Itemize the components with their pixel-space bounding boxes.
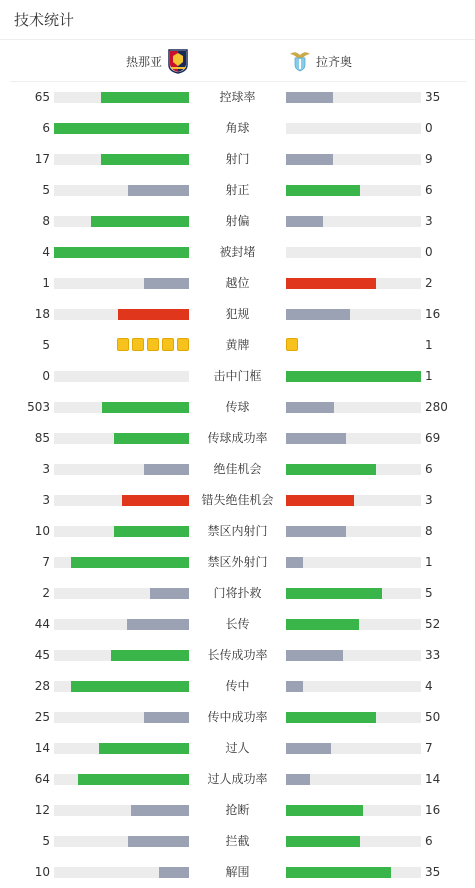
stat-label: 长传成功率 (207, 648, 268, 662)
away-stat-value: 9 (425, 152, 433, 166)
away-stat-bar (286, 92, 421, 103)
stat-label: 传球 (225, 400, 250, 414)
lazio-eagle-icon (290, 48, 310, 74)
home-stat-value: 3 (42, 493, 50, 507)
stat-row (0, 206, 475, 237)
home-stat-bar-fill (71, 681, 189, 692)
away-stat-bar-fill (286, 402, 334, 413)
home-stat-bar-fill (144, 712, 189, 723)
away-stat-value: 35 (425, 90, 441, 104)
home-stat-bar (54, 650, 189, 661)
home-stat-bar-fill (101, 154, 189, 165)
home-stat-value: 10 (34, 524, 50, 538)
home-stat-bar (54, 681, 189, 692)
home-stat-bar (54, 464, 189, 475)
away-stat-value: 52 (425, 617, 441, 631)
stat-row (0, 640, 475, 671)
stat-row (0, 485, 475, 516)
stat-label: 射偏 (225, 214, 250, 228)
home-stat-value: 28 (34, 679, 50, 693)
yellow-card-icon (162, 338, 174, 351)
stat-row (0, 392, 475, 423)
away-stat-bar-fill (286, 650, 343, 661)
home-stat-value: 14 (34, 741, 50, 755)
home-stat-bar (54, 495, 189, 506)
home-team[interactable] (126, 41, 188, 81)
stat-label: 禁区内射门 (207, 524, 268, 538)
home-stat-bar (54, 743, 189, 754)
away-stat-bar-fill (286, 836, 360, 847)
home-stat-value: 45 (34, 648, 50, 662)
yellow-card-icon (132, 338, 144, 351)
away-stat-bar-fill (286, 495, 354, 506)
away-stat-bar-fill (286, 774, 310, 785)
home-stat-value: 25 (34, 710, 50, 724)
home-stat-bar-fill (114, 526, 189, 537)
home-stat-value: 12 (34, 803, 50, 817)
away-team[interactable] (290, 41, 352, 81)
away-stat-bar-fill (286, 619, 359, 630)
away-stat-bar-fill (286, 805, 363, 816)
away-stat-bar-fill (286, 92, 333, 103)
away-stat-bar (286, 371, 421, 382)
home-stat-bar-fill (159, 867, 189, 878)
away-stat-value: 7 (425, 741, 433, 755)
home-stat-bar (54, 774, 189, 785)
away-stat-bar (286, 650, 421, 661)
stat-label: 角球 (225, 121, 250, 135)
stat-row (0, 578, 475, 609)
away-stat-bar (286, 867, 421, 878)
home-stat-bar-fill (102, 402, 189, 413)
away-stat-value: 0 (425, 121, 433, 135)
away-stat-value: 8 (425, 524, 433, 538)
stat-row (0, 795, 475, 826)
away-stat-value: 33 (425, 648, 441, 662)
stat-label: 传中成功率 (207, 710, 268, 724)
away-team-name: 拉齐奥 (316, 54, 353, 69)
home-stat-value: 18 (34, 307, 50, 321)
stat-row (0, 82, 475, 113)
home-stat-value: 5 (42, 338, 50, 352)
away-stat-bar-fill (286, 588, 382, 599)
stat-label: 传球成功率 (207, 431, 268, 445)
stats-list (0, 82, 475, 888)
away-stat-value: 2 (425, 276, 433, 290)
away-stat-bar-fill (286, 185, 360, 196)
away-stat-bar (286, 247, 421, 258)
home-stat-bar (54, 619, 189, 630)
home-stat-bar-fill (111, 650, 189, 661)
stat-label: 黄牌 (225, 338, 250, 352)
home-stat-value: 1 (42, 276, 50, 290)
home-stat-bar (54, 309, 189, 320)
stat-row (0, 516, 475, 547)
home-stat-value: 6 (42, 121, 50, 135)
home-stat-bar-fill (128, 836, 189, 847)
home-stat-value: 64 (34, 772, 50, 786)
away-stat-bar-fill (286, 154, 333, 165)
home-stat-bar-fill (131, 805, 189, 816)
away-stat-bar (286, 154, 421, 165)
team-header (10, 41, 466, 82)
stat-row (0, 330, 475, 361)
away-stat-bar (286, 619, 421, 630)
away-stat-value: 50 (425, 710, 441, 724)
away-stat-value: 35 (425, 865, 441, 879)
away-stat-value: 6 (425, 834, 433, 848)
away-stat-bar-fill (286, 743, 331, 754)
home-stat-bar (54, 92, 189, 103)
away-stat-value: 6 (425, 183, 433, 197)
stat-label: 被封堵 (219, 245, 256, 259)
home-stat-value: 8 (42, 214, 50, 228)
home-stat-bar-fill (118, 309, 189, 320)
home-stat-value: 5 (42, 834, 50, 848)
stat-label: 抢断 (225, 803, 250, 817)
genoa-crest-icon (168, 48, 188, 74)
home-stat-bar-fill (91, 216, 189, 227)
away-stat-bar-fill (286, 309, 350, 320)
stat-row (0, 175, 475, 206)
stat-label: 长传 (225, 617, 250, 631)
stat-row (0, 857, 475, 888)
stat-row (0, 144, 475, 175)
home-stat-value: 4 (42, 245, 50, 259)
stat-label: 禁区外射门 (207, 555, 268, 569)
stat-row (0, 113, 475, 144)
stat-label: 射正 (225, 183, 250, 197)
stat-row (0, 361, 475, 392)
away-stat-bar (286, 402, 421, 413)
home-stat-bar (54, 588, 189, 599)
home-stat-value: 7 (42, 555, 50, 569)
stat-row (0, 454, 475, 485)
stat-row (0, 423, 475, 454)
away-stat-bar (286, 805, 421, 816)
away-stat-bar-fill (286, 557, 303, 568)
stat-label: 绝佳机会 (213, 462, 262, 476)
yellow-card-icon (286, 338, 298, 351)
stat-label: 越位 (225, 276, 250, 290)
home-stat-bar-fill (150, 588, 189, 599)
away-stat-bar-fill (286, 433, 346, 444)
away-stat-value: 3 (425, 493, 433, 507)
home-stat-bar-fill (144, 464, 189, 475)
stat-label: 犯规 (225, 307, 250, 321)
away-stat-value: 16 (425, 307, 441, 321)
home-stat-bar-fill (114, 433, 189, 444)
away-stat-bar (286, 433, 421, 444)
stat-row (0, 671, 475, 702)
away-stat-bar (286, 464, 421, 475)
home-yellow-cards (117, 338, 189, 351)
away-stat-value: 16 (425, 803, 441, 817)
away-stat-value: 14 (425, 772, 441, 786)
home-stat-value: 65 (34, 90, 50, 104)
stat-row (0, 268, 475, 299)
home-stat-value: 10 (34, 865, 50, 879)
yellow-card-icon (117, 338, 129, 351)
away-yellow-cards (286, 338, 298, 351)
panel-header (0, 0, 475, 40)
stat-row (0, 764, 475, 795)
home-stat-value: 503 (27, 400, 50, 414)
away-stat-bar (286, 309, 421, 320)
home-team-name: 热那亚 (125, 54, 162, 69)
away-stat-bar-fill (286, 278, 376, 289)
away-stat-bar (286, 557, 421, 568)
stat-row (0, 547, 475, 578)
home-stat-bar (54, 712, 189, 723)
home-stat-bar (54, 154, 189, 165)
home-stat-bar (54, 185, 189, 196)
home-stat-bar-fill (54, 247, 189, 258)
away-stat-bar (286, 743, 421, 754)
away-stat-bar-fill (286, 371, 421, 382)
stat-label: 过人 (225, 741, 250, 755)
away-stat-value: 1 (425, 338, 433, 352)
away-stat-bar (286, 712, 421, 723)
home-stat-bar (54, 526, 189, 537)
home-stat-bar-fill (122, 495, 190, 506)
home-stat-bar (54, 216, 189, 227)
away-stat-bar (286, 495, 421, 506)
stat-label: 传中 (225, 679, 250, 693)
home-stat-bar (54, 123, 189, 134)
home-stat-bar-fill (144, 278, 189, 289)
away-stat-value: 5 (425, 586, 433, 600)
home-stat-bar (54, 805, 189, 816)
home-stat-bar-fill (54, 123, 189, 134)
home-stat-bar-fill (101, 92, 189, 103)
home-stat-bar (54, 247, 189, 258)
stat-label: 解围 (225, 865, 250, 879)
stat-row (0, 702, 475, 733)
stat-row (0, 237, 475, 268)
away-stat-bar-fill (286, 712, 376, 723)
away-stat-bar (286, 774, 421, 785)
home-stat-value: 5 (42, 183, 50, 197)
home-stat-value: 0 (42, 369, 50, 383)
away-stat-value: 6 (425, 462, 433, 476)
stat-row (0, 299, 475, 330)
home-stat-value: 44 (34, 617, 50, 631)
home-stat-bar-fill (99, 743, 189, 754)
home-stat-bar (54, 278, 189, 289)
home-stat-bar (54, 402, 189, 413)
away-stat-bar-fill (286, 464, 376, 475)
stat-row (0, 609, 475, 640)
away-stat-bar-fill (286, 216, 323, 227)
away-stat-value: 0 (425, 245, 433, 259)
home-stat-bar (54, 433, 189, 444)
away-stat-bar-fill (286, 681, 303, 692)
home-stat-bar-fill (128, 185, 189, 196)
away-stat-value: 280 (425, 400, 448, 414)
away-stat-bar (286, 588, 421, 599)
stat-row (0, 733, 475, 764)
panel-title: 技术统计 (14, 11, 75, 29)
away-stat-bar (286, 526, 421, 537)
away-stat-bar (286, 681, 421, 692)
away-stat-bar (286, 278, 421, 289)
home-stat-bar (54, 557, 189, 568)
away-stat-value: 1 (425, 555, 433, 569)
away-stat-value: 1 (425, 369, 433, 383)
away-stat-value: 4 (425, 679, 433, 693)
home-stat-value: 3 (42, 462, 50, 476)
stat-label: 射门 (225, 152, 250, 166)
stat-label: 过人成功率 (207, 772, 268, 786)
home-stat-bar-fill (127, 619, 189, 630)
home-stat-bar (54, 836, 189, 847)
stat-label: 错失绝佳机会 (201, 493, 274, 507)
yellow-card-icon (147, 338, 159, 351)
yellow-card-icon (177, 338, 189, 351)
stat-label: 控球率 (219, 90, 256, 104)
away-stat-bar (286, 185, 421, 196)
home-stat-bar-fill (71, 557, 189, 568)
away-stat-value: 3 (425, 214, 433, 228)
away-stat-bar (286, 123, 421, 134)
away-stat-value: 69 (425, 431, 441, 445)
home-stat-value: 17 (34, 152, 50, 166)
stat-row (0, 826, 475, 857)
home-stat-value: 2 (42, 586, 50, 600)
away-stat-bar (286, 216, 421, 227)
stat-label: 门将扑救 (213, 586, 262, 600)
away-stat-bar-fill (286, 867, 391, 878)
away-stat-bar-fill (286, 526, 346, 537)
away-stat-bar (286, 836, 421, 847)
stat-label: 拦截 (225, 834, 250, 848)
stat-label: 击中门框 (213, 369, 262, 383)
home-stat-bar-fill (78, 774, 189, 785)
home-stat-value: 85 (34, 431, 50, 445)
home-stat-bar (54, 867, 189, 878)
home-stat-bar (54, 371, 189, 382)
